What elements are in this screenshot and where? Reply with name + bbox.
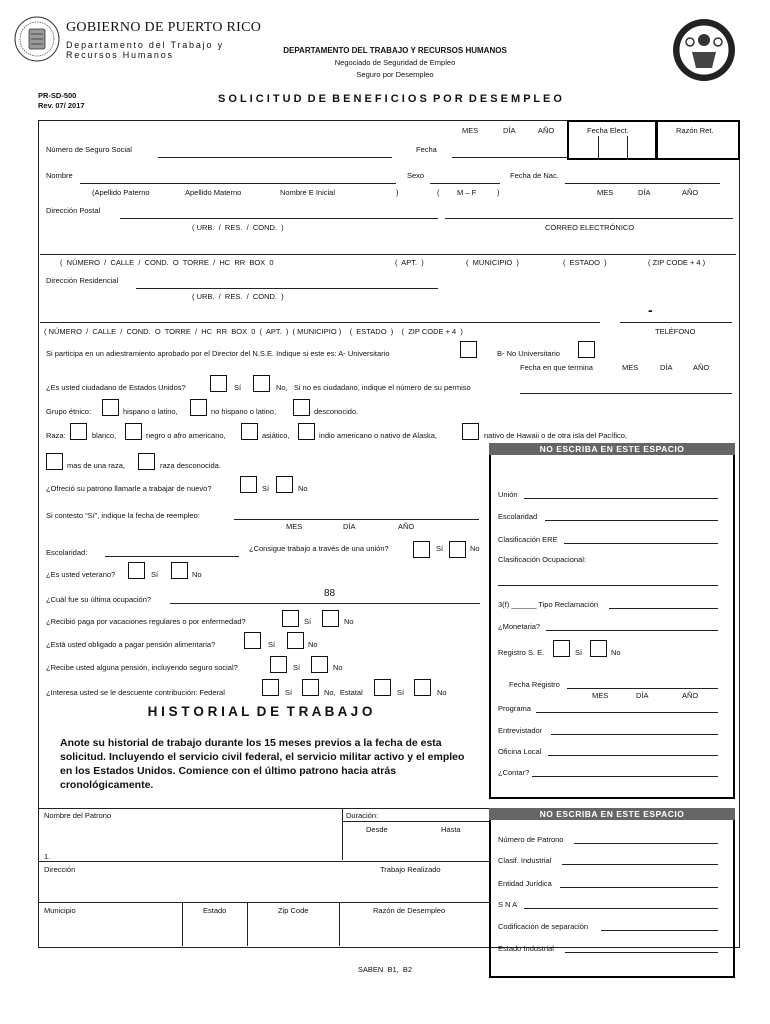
oficina-label: Oficina Local xyxy=(498,747,542,756)
ofrecio-si-checkbox[interactable] xyxy=(240,476,257,493)
veterano-no-checkbox[interactable] xyxy=(171,562,188,579)
desconocido-label: desconocido. xyxy=(314,407,359,416)
veterano-label: ¿Es usted veterano? xyxy=(46,570,116,579)
ofrecio-no-checkbox[interactable] xyxy=(276,476,293,493)
fecha-label: Fecha xyxy=(416,145,437,154)
fecha-registro-label: Fecha Registro xyxy=(509,680,560,689)
date-ano-3: AÑO xyxy=(693,363,710,372)
monetaria-label: ¿Monetaria? xyxy=(498,622,541,631)
negro-label: negro o afro americano, xyxy=(146,431,226,440)
numero-calle-hint-2: ( NÚMERO / CALLE / COND. O TORRE / HC RR BOX 0 ( APT. ) ( MUNICIPIO ) ( ESTADO ) ( ZIP CODE + 4 ) xyxy=(44,327,463,336)
entidad-line xyxy=(560,887,718,888)
apt-hint: ( APT. ) xyxy=(395,258,424,267)
org-subtitle-2: Recursos Humanos xyxy=(66,50,174,60)
escolaridad-field[interactable] xyxy=(105,556,239,557)
vacaciones-no-label: No xyxy=(344,617,354,626)
date-dia-4: DÍA xyxy=(636,691,649,700)
registro-label: Registro S. E. xyxy=(498,648,545,657)
estatal-label: No, Estatal xyxy=(324,688,363,697)
veterano-si-label: Sí xyxy=(151,570,159,579)
pension-alim-label: ¿Está usted obligado a pagar pensión alimentaria? xyxy=(46,640,216,649)
paren-close-2: ) xyxy=(497,188,500,197)
date-mes-3: MES xyxy=(622,363,639,372)
nombre-label: Nombre xyxy=(46,171,73,180)
ultima-ocupacion-value[interactable]: 88 xyxy=(324,588,336,599)
residential-street-field[interactable] xyxy=(40,322,600,323)
historial-instructions: Anote su historial de trabajo durante los 15 meses previos a la fecha de esta solicitud. Incluyendo el servicio civil federal, el servicio militar activo y el empleo en los Estados Unidos. Comience con el último patrono hacia atrás cronológicamente. xyxy=(60,737,465,791)
ultima-ocupacion-label: ¿Cuál fue su última ocupación? xyxy=(46,595,152,604)
direccion-residencial-label: Dirección Residencial xyxy=(46,276,119,285)
desde-label: Desde xyxy=(366,825,388,834)
codificacion-label: Codificación de separación xyxy=(498,922,589,931)
estatal-si-checkbox[interactable] xyxy=(374,679,391,696)
footer-code: SABEN B1, B2 xyxy=(357,965,413,974)
desconocido-checkbox[interactable] xyxy=(293,399,310,416)
ofrecio-label: ¿Ofreció su patrono llamarle a trabajar de nuevo? xyxy=(46,484,212,493)
hawaii-checkbox[interactable] xyxy=(462,423,479,440)
ciudadano-si-label: Sí xyxy=(234,383,242,392)
correo-field[interactable] xyxy=(445,218,733,219)
sna-label: S N A xyxy=(498,900,518,909)
asiatico-label: asiático, xyxy=(262,431,290,440)
clasif-ocup-label: Clasificación Ocupacional: xyxy=(498,555,586,564)
paren-open: ( xyxy=(437,188,440,197)
federal-si-label: Sí xyxy=(285,688,293,697)
clasif-ocup-line xyxy=(498,585,718,586)
date-ano-4: AÑO xyxy=(682,691,699,700)
raza-label: Raza: xyxy=(46,431,66,440)
numero-patrono-label: Número de Patrono xyxy=(498,835,564,844)
adiestramiento-label: Si participa en un adiestramiento aprobado por el Director del N.S.E. Indique si este es: A- Universitario xyxy=(46,349,390,358)
org-title: GOBIERNO DE PUERTO RICO xyxy=(66,20,262,35)
ofrecio-no-label: No xyxy=(298,484,308,493)
history-col-1 xyxy=(182,902,183,946)
ultima-ocupacion-field[interactable] xyxy=(170,603,480,604)
no-hispano-label: no hispano o latino, xyxy=(211,407,277,416)
vacaciones-label: ¿Recibió paga por vacaciones regulares o por enfermedad? xyxy=(46,617,246,626)
programa-label: Programa xyxy=(498,704,531,713)
workforce-emblem xyxy=(672,18,736,82)
ciudadano-no-checkbox[interactable] xyxy=(253,375,270,392)
municipio-hint: ( MUNICIPIO ) xyxy=(466,258,519,267)
tipo-reclamacion-line xyxy=(609,608,718,609)
date-ano-5: AÑO xyxy=(398,522,415,531)
registro-si-label: Sí xyxy=(575,648,583,657)
escolaridad-office-label: Escolaridad xyxy=(498,512,538,521)
mas-raza-checkbox[interactable] xyxy=(46,453,63,470)
codificacion-line xyxy=(601,930,718,931)
hawaii-label: nativo de Hawaii o de otra isla del Pacífico, xyxy=(484,431,627,440)
duracion-label: Duración: xyxy=(346,811,379,820)
nombre-patrono-label: Nombre del Patrono xyxy=(44,811,112,820)
clasif-industrial-label: Clasif. Industrial xyxy=(498,856,552,865)
history-row-1 xyxy=(38,861,489,862)
pension-label: ¿Recibe usted alguna pensión, incluyendo seguro social? xyxy=(46,663,238,672)
registro-si-checkbox[interactable] xyxy=(553,640,570,657)
history-col-2 xyxy=(247,902,248,946)
mas-raza-label: mas de una raza, xyxy=(67,461,125,470)
pension-no-checkbox[interactable] xyxy=(311,656,328,673)
blanco-checkbox[interactable] xyxy=(70,423,87,440)
negro-checkbox[interactable] xyxy=(125,423,142,440)
no-universitario-label: B- No Universitario xyxy=(497,349,560,358)
pension-alim-si-label: Sí xyxy=(268,640,276,649)
razon-ret-label: Razón Ret. xyxy=(676,126,714,135)
raza-desc-label: raza desconocida. xyxy=(160,461,221,470)
municipio-label: Municipio xyxy=(44,906,76,915)
clasif-ere-line xyxy=(564,543,718,544)
fecha-elect-label: Fecha Elect. xyxy=(587,126,629,135)
date-ano-2: AÑO xyxy=(682,188,699,197)
pension-alim-no-label: No xyxy=(308,640,318,649)
form-title: S O L I C I T U D D E B E N E F I C I O S P O R D E S E M P L E O xyxy=(218,93,562,105)
date-dia-1: DÍA xyxy=(503,126,516,135)
department-name: DEPARTAMENTO DEL TRABAJO Y RECURSOS HUMANOS xyxy=(283,46,507,55)
direccion-residencial-field[interactable] xyxy=(136,288,438,289)
vacaciones-si-label: Sí xyxy=(304,617,312,626)
date-dia-3: DÍA xyxy=(660,363,673,372)
ciudadano-label: ¿Es usted ciudadano de Estados Unidos? xyxy=(46,383,186,392)
razon-desempleo-label: Razón de Desempleo xyxy=(373,906,446,915)
apellido-paterno-hint: (Apellido Paterno xyxy=(92,188,150,197)
no-hispano-checkbox[interactable] xyxy=(190,399,207,416)
ciudadano-no-label: No, Si no es ciudadano, indique el número de su permiso xyxy=(276,383,471,392)
sexo-label: Sexo xyxy=(407,171,425,180)
pension-si-label: Sí xyxy=(293,663,301,672)
veterano-si-checkbox[interactable] xyxy=(128,562,145,579)
seguro-desempleo: Seguro por Desempleo xyxy=(356,70,434,79)
escolaridad-office-line xyxy=(545,520,718,521)
ssn-label: Número de Seguro Social xyxy=(46,145,132,154)
vacaciones-no-checkbox[interactable] xyxy=(322,610,339,627)
union-office-line xyxy=(524,498,718,499)
grupo-etnico-label: Grupo étnico: xyxy=(46,407,92,416)
permiso-field[interactable] xyxy=(520,393,732,394)
estatal-no-label: No xyxy=(437,688,447,697)
union-no-label: No xyxy=(470,544,480,553)
monetaria-line xyxy=(546,630,718,631)
government-seal-logo xyxy=(14,16,60,62)
veterano-no-label: No xyxy=(192,570,202,579)
telefono-field[interactable] xyxy=(620,322,732,323)
direccion-postal-label: Dirección Postal xyxy=(46,206,101,215)
numero-calle-hint: ( NÚMERO / CALLE / COND. O TORRE / HC RR BOX 0 xyxy=(60,258,274,267)
fecha-nac-label: Fecha de Nac. xyxy=(510,171,559,180)
fecha-nac-field[interactable] xyxy=(565,183,720,184)
direccion-postal-field[interactable] xyxy=(120,218,438,219)
pension-alim-si-checkbox[interactable] xyxy=(244,632,261,649)
duracion-underline xyxy=(342,821,489,822)
zip-code-label: Zip Code xyxy=(278,906,309,915)
fecha-registro-line xyxy=(567,688,718,689)
ssn-field[interactable] xyxy=(158,157,392,158)
estatal-no-checkbox[interactable] xyxy=(414,679,431,696)
pension-alim-no-checkbox[interactable] xyxy=(287,632,304,649)
fecha-termina-label: Fecha en que termina xyxy=(520,363,593,372)
phone-dash: - xyxy=(648,302,653,318)
estado-hint: ( ESTADO ) xyxy=(563,258,607,267)
pension-no-label: No xyxy=(333,663,343,672)
reempleo-label: Si contesto “Sí”, indique la fecha de reempleo: xyxy=(46,511,200,520)
nombre-inicial-hint: Nombre E Inicial xyxy=(280,188,336,197)
form-revision: Rev. 07/ 2017 xyxy=(38,101,85,110)
ciudadano-si-checkbox[interactable] xyxy=(210,375,227,392)
office-use-box-1 xyxy=(489,443,735,799)
nombre-field[interactable] xyxy=(80,183,396,184)
postal-street-field[interactable] xyxy=(40,254,736,255)
mf-hint: M – F xyxy=(457,188,477,197)
ofrecio-si-label: Sí xyxy=(262,484,270,493)
asiatico-checkbox[interactable] xyxy=(241,423,258,440)
form-code: PR-SD-500 xyxy=(38,91,77,100)
registro-no-label: No xyxy=(611,648,621,657)
direccion-label: Dirección xyxy=(44,865,76,874)
history-row-2 xyxy=(38,902,489,903)
date-mes-5: MES xyxy=(286,522,303,531)
union-si-label: Sí xyxy=(436,544,444,553)
oficina-line xyxy=(548,755,718,756)
clasif-industrial-line xyxy=(562,864,718,865)
union-si-checkbox[interactable] xyxy=(413,541,430,558)
contar-line xyxy=(532,776,718,777)
history-col-divider xyxy=(342,808,343,860)
history-table-top xyxy=(38,808,489,809)
history-col-3 xyxy=(339,902,340,946)
hispano-label: hispano o latino, xyxy=(123,407,178,416)
descuento-label: ¿Interesa usted se le descuente contribución: Federal xyxy=(46,688,225,697)
apellido-materno-hint: Apellido Materno xyxy=(185,188,242,197)
estado-label: Estado xyxy=(203,906,227,915)
indio-checkbox[interactable] xyxy=(298,423,315,440)
entrevistador-line xyxy=(551,734,718,735)
vacaciones-si-checkbox[interactable] xyxy=(282,610,299,627)
registro-no-checkbox[interactable] xyxy=(590,640,607,657)
sna-line xyxy=(524,908,718,909)
union-question: ¿Consigue trabajo a través de una unión? xyxy=(249,544,389,553)
estado-industrial-label: Estado Industrial xyxy=(498,944,554,953)
sexo-field[interactable] xyxy=(430,183,500,184)
entidad-label: Entidad Jurídica xyxy=(498,879,552,888)
urb-hint-1: ( URB. / RES. / COND. ) xyxy=(192,223,284,232)
hasta-label: Hasta xyxy=(441,825,461,834)
no-universitario-checkbox[interactable] xyxy=(578,341,595,358)
entrevistador-label: Entrevistador xyxy=(498,726,543,735)
tipo-reclamacion-label: 3(f) ______ Tipo Reclamación xyxy=(498,600,599,609)
historial-title: H I S T O R I A L D E T R A B A J O xyxy=(147,704,373,719)
zip-hint: ( ZIP CODE + 4 ) xyxy=(648,258,706,267)
fecha-field[interactable] xyxy=(452,157,567,158)
universitario-checkbox[interactable] xyxy=(460,341,477,358)
raza-desc-checkbox[interactable] xyxy=(138,453,155,470)
item-1-label: 1. xyxy=(44,852,51,861)
union-office-label: Unión xyxy=(498,490,518,499)
date-dia-5: DÍA xyxy=(343,522,356,531)
indio-label: indio americano o nativo de Alaska, xyxy=(319,431,437,440)
pension-si-checkbox[interactable] xyxy=(270,656,287,673)
union-no-checkbox[interactable] xyxy=(449,541,466,558)
blanco-label: blanco, xyxy=(92,431,117,440)
date-dia-2: DÍA xyxy=(638,188,651,197)
urb-hint-2: ( URB. / RES. / COND. ) xyxy=(192,292,284,301)
clasif-ere-label: Clasificación ERE xyxy=(498,535,558,544)
office-use-header-2: NO ESCRIBA EN ESTE ESPACIO xyxy=(489,808,735,820)
correo-label: CORREO ELECTRÓNICO xyxy=(545,223,635,232)
federal-si-checkbox[interactable] xyxy=(262,679,279,696)
date-mes-1: MES xyxy=(462,126,479,135)
org-subtitle-1: Departamento del Trabajo y xyxy=(66,40,224,50)
reempleo-field[interactable] xyxy=(234,519,479,520)
office-use-header-1: NO ESCRIBA EN ESTE ESPACIO xyxy=(489,443,735,455)
programa-line xyxy=(536,712,718,713)
paren-close: ) xyxy=(396,188,399,197)
date-ano-1: AÑO xyxy=(538,126,555,135)
federal-no-checkbox[interactable] xyxy=(302,679,319,696)
negociado: Negociado de Seguridad de Empleo xyxy=(334,58,456,67)
hispano-checkbox[interactable] xyxy=(102,399,119,416)
trabajo-realizado-label: Trabajo Realizado xyxy=(380,865,441,874)
numero-patrono-line xyxy=(574,843,718,844)
estatal-si-label: Sí xyxy=(397,688,405,697)
escolaridad-label: Escolaridad: xyxy=(46,548,88,557)
date-mes-4: MES xyxy=(592,691,609,700)
date-mes-2: MES xyxy=(597,188,614,197)
telefono-label: TELÉFONO xyxy=(655,327,696,336)
estado-industrial-line xyxy=(565,952,718,953)
contar-label: ¿Contar? xyxy=(498,768,530,777)
